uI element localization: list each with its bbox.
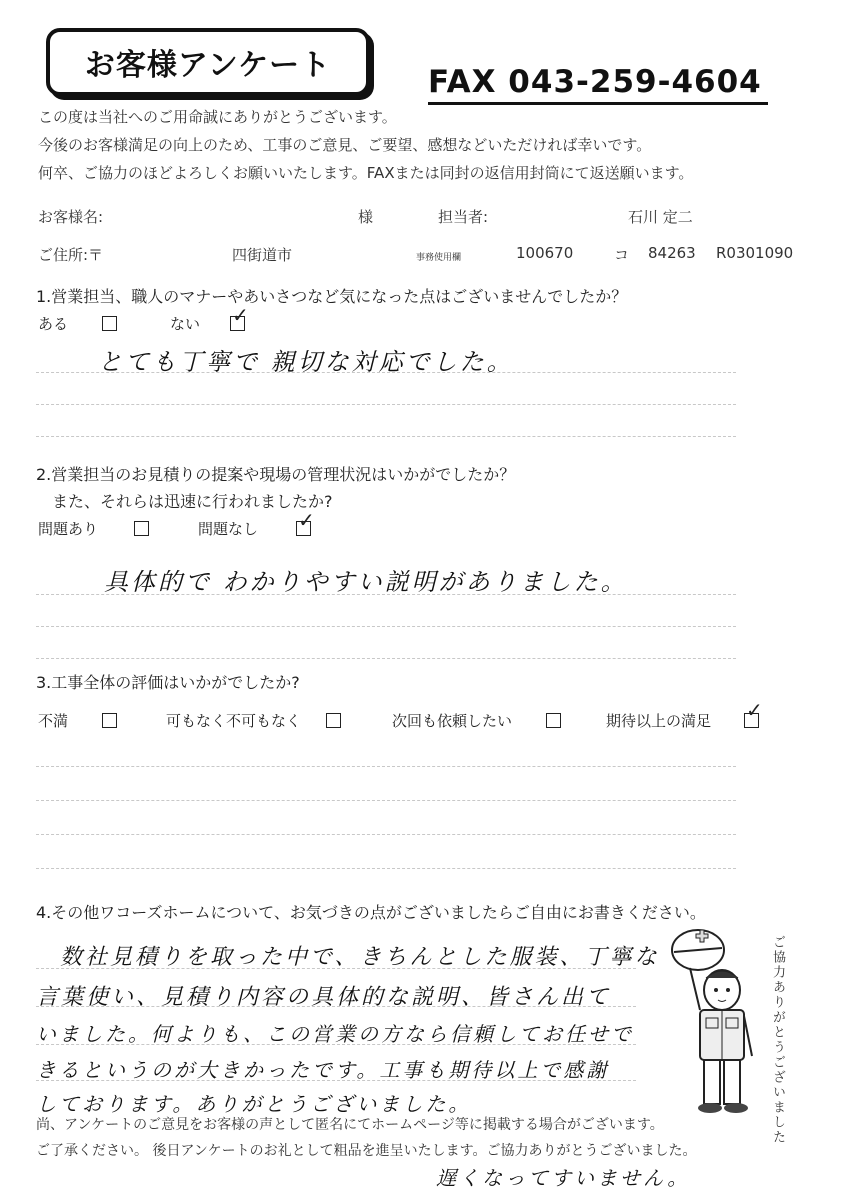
q2-answer-line xyxy=(36,658,736,659)
address-label: ご住所:〒 xyxy=(38,246,104,264)
intro-line-1: この度は当社へのご用命誠にありがとうございます。 xyxy=(38,108,397,126)
q3-answer-line xyxy=(36,766,736,767)
q3-answer-line xyxy=(36,834,736,835)
q3-option-again-checkbox[interactable] xyxy=(546,713,561,728)
thanks-vertical-text: ご協力ありがとうございました xyxy=(770,935,785,1145)
survey-title: お客様アンケート xyxy=(46,28,370,96)
office-code-4: R0301090 xyxy=(716,244,794,262)
q3-question: 3.工事全体の評価はいかがでしたか? xyxy=(36,673,300,692)
q2-question: 2.営業担当のお見積りの提案や現場の管理状況はいかがでしたか？ xyxy=(36,465,516,484)
fax-number: FAX 043-259-4604 xyxy=(428,64,768,105)
q1-answer: とても丁寧で 親切な対応でした。 xyxy=(98,348,514,376)
q4-answer-line xyxy=(36,1044,636,1045)
intro-line-2: 今後のお客様満足の向上のため、工事のご意見、ご要望、感想などいただければ幸いです。 xyxy=(38,136,652,154)
footer-line-1: 尚、アンケートのご意見をお客様の声として匿名にてホームページ等に掲載する場合がございます。 xyxy=(36,1117,664,1133)
q1-question: 1.営業担当、職人のマナーやあいさつなど気になった点はございませんでしたか？ xyxy=(36,287,628,306)
q3-answer-line xyxy=(36,800,736,801)
q3-answer-line xyxy=(36,868,736,869)
footer-line-2: ご了承ください。 後日アンケートのお礼として粗品を進呈いたします。ご協力ありがとうございました。 xyxy=(36,1143,697,1159)
q1-option-yes-checkbox[interactable] xyxy=(102,316,117,331)
q3-option-again-label: 次回も依頼したい xyxy=(392,712,513,730)
office-use-label: 事務使用欄 xyxy=(416,253,462,263)
q4-answer-line xyxy=(36,1080,636,1081)
q1-answer-line xyxy=(36,436,736,437)
q2-answer-line xyxy=(36,594,736,595)
intro-line-3: 何卒、ご協力のほどよろしくお願いいたします。FAXまたは同封の返信用封筒にて返送願います。 xyxy=(38,164,694,182)
staff-name: 石川 定二 xyxy=(628,208,693,226)
q4-question: 4.その他ワコーズホームについて、お気づきの点がございましたらご自由にお書きください。 xyxy=(36,903,706,922)
q2-answer-line xyxy=(36,626,736,627)
q2-option-noproblem-label: 問題なし xyxy=(198,520,259,538)
handwritten-note: 遅くなってすいません。 xyxy=(436,1166,691,1190)
sama-label: 様 xyxy=(358,208,374,226)
q2-question-line2: また、それらは迅速に行われましたか? xyxy=(52,492,333,511)
staff-label: 担当者: xyxy=(438,208,489,226)
q3-option-neutral-label: 可もなく不可もなく xyxy=(166,712,302,730)
q4-answer-line-4: きるというのが大きかったです。工事も期待以上で感謝 xyxy=(36,1058,610,1082)
q4-answer-line-2: 言葉使い、見積り内容の具体的な説明、皆さん出て xyxy=(36,985,612,1010)
q4-answer-line-3: いました。何よりも、この営業の方なら信頼してお任せで xyxy=(36,1022,634,1046)
customer-name-label: お客様名: xyxy=(38,208,104,226)
q1-answer-line xyxy=(36,404,736,405)
q4-answer-line xyxy=(36,1006,636,1007)
q1-option-yes-label: ある xyxy=(38,315,69,333)
q3-option-dissatisfied-checkbox[interactable] xyxy=(102,713,117,728)
q2-option-problem-label: 問題あり xyxy=(38,520,99,538)
q3-checkmark-icon: ✓ xyxy=(746,698,763,722)
address-city: 四街道市 xyxy=(232,246,293,264)
q3-option-dissatisfied-label: 不満 xyxy=(38,712,69,730)
q3-option-neutral-checkbox[interactable] xyxy=(326,713,341,728)
office-code-3: 84263 xyxy=(648,244,696,262)
q1-checkmark-icon: ✓ xyxy=(232,303,249,327)
office-code-2: コ xyxy=(614,246,630,264)
q3-option-exceeded-label: 期待以上の満足 xyxy=(606,712,712,730)
q4-answer-line xyxy=(36,968,636,969)
office-code-1: 100670 xyxy=(516,244,574,262)
q1-answer-line xyxy=(36,372,736,373)
q4-answer-line-1: 数社見積りを取った中で、きちんとした服装、丁寧な xyxy=(60,945,660,970)
q2-answer: 具体的で わかりやすい説明がありました。 xyxy=(104,568,628,596)
q2-option-problem-checkbox[interactable] xyxy=(134,521,149,536)
q1-option-no-label: ない xyxy=(170,315,201,333)
worker-illustration xyxy=(660,920,760,1120)
q2-checkmark-icon: ✓ xyxy=(298,508,315,532)
q4-answer-line-5: しております。ありがとうございました。 xyxy=(36,1092,472,1116)
